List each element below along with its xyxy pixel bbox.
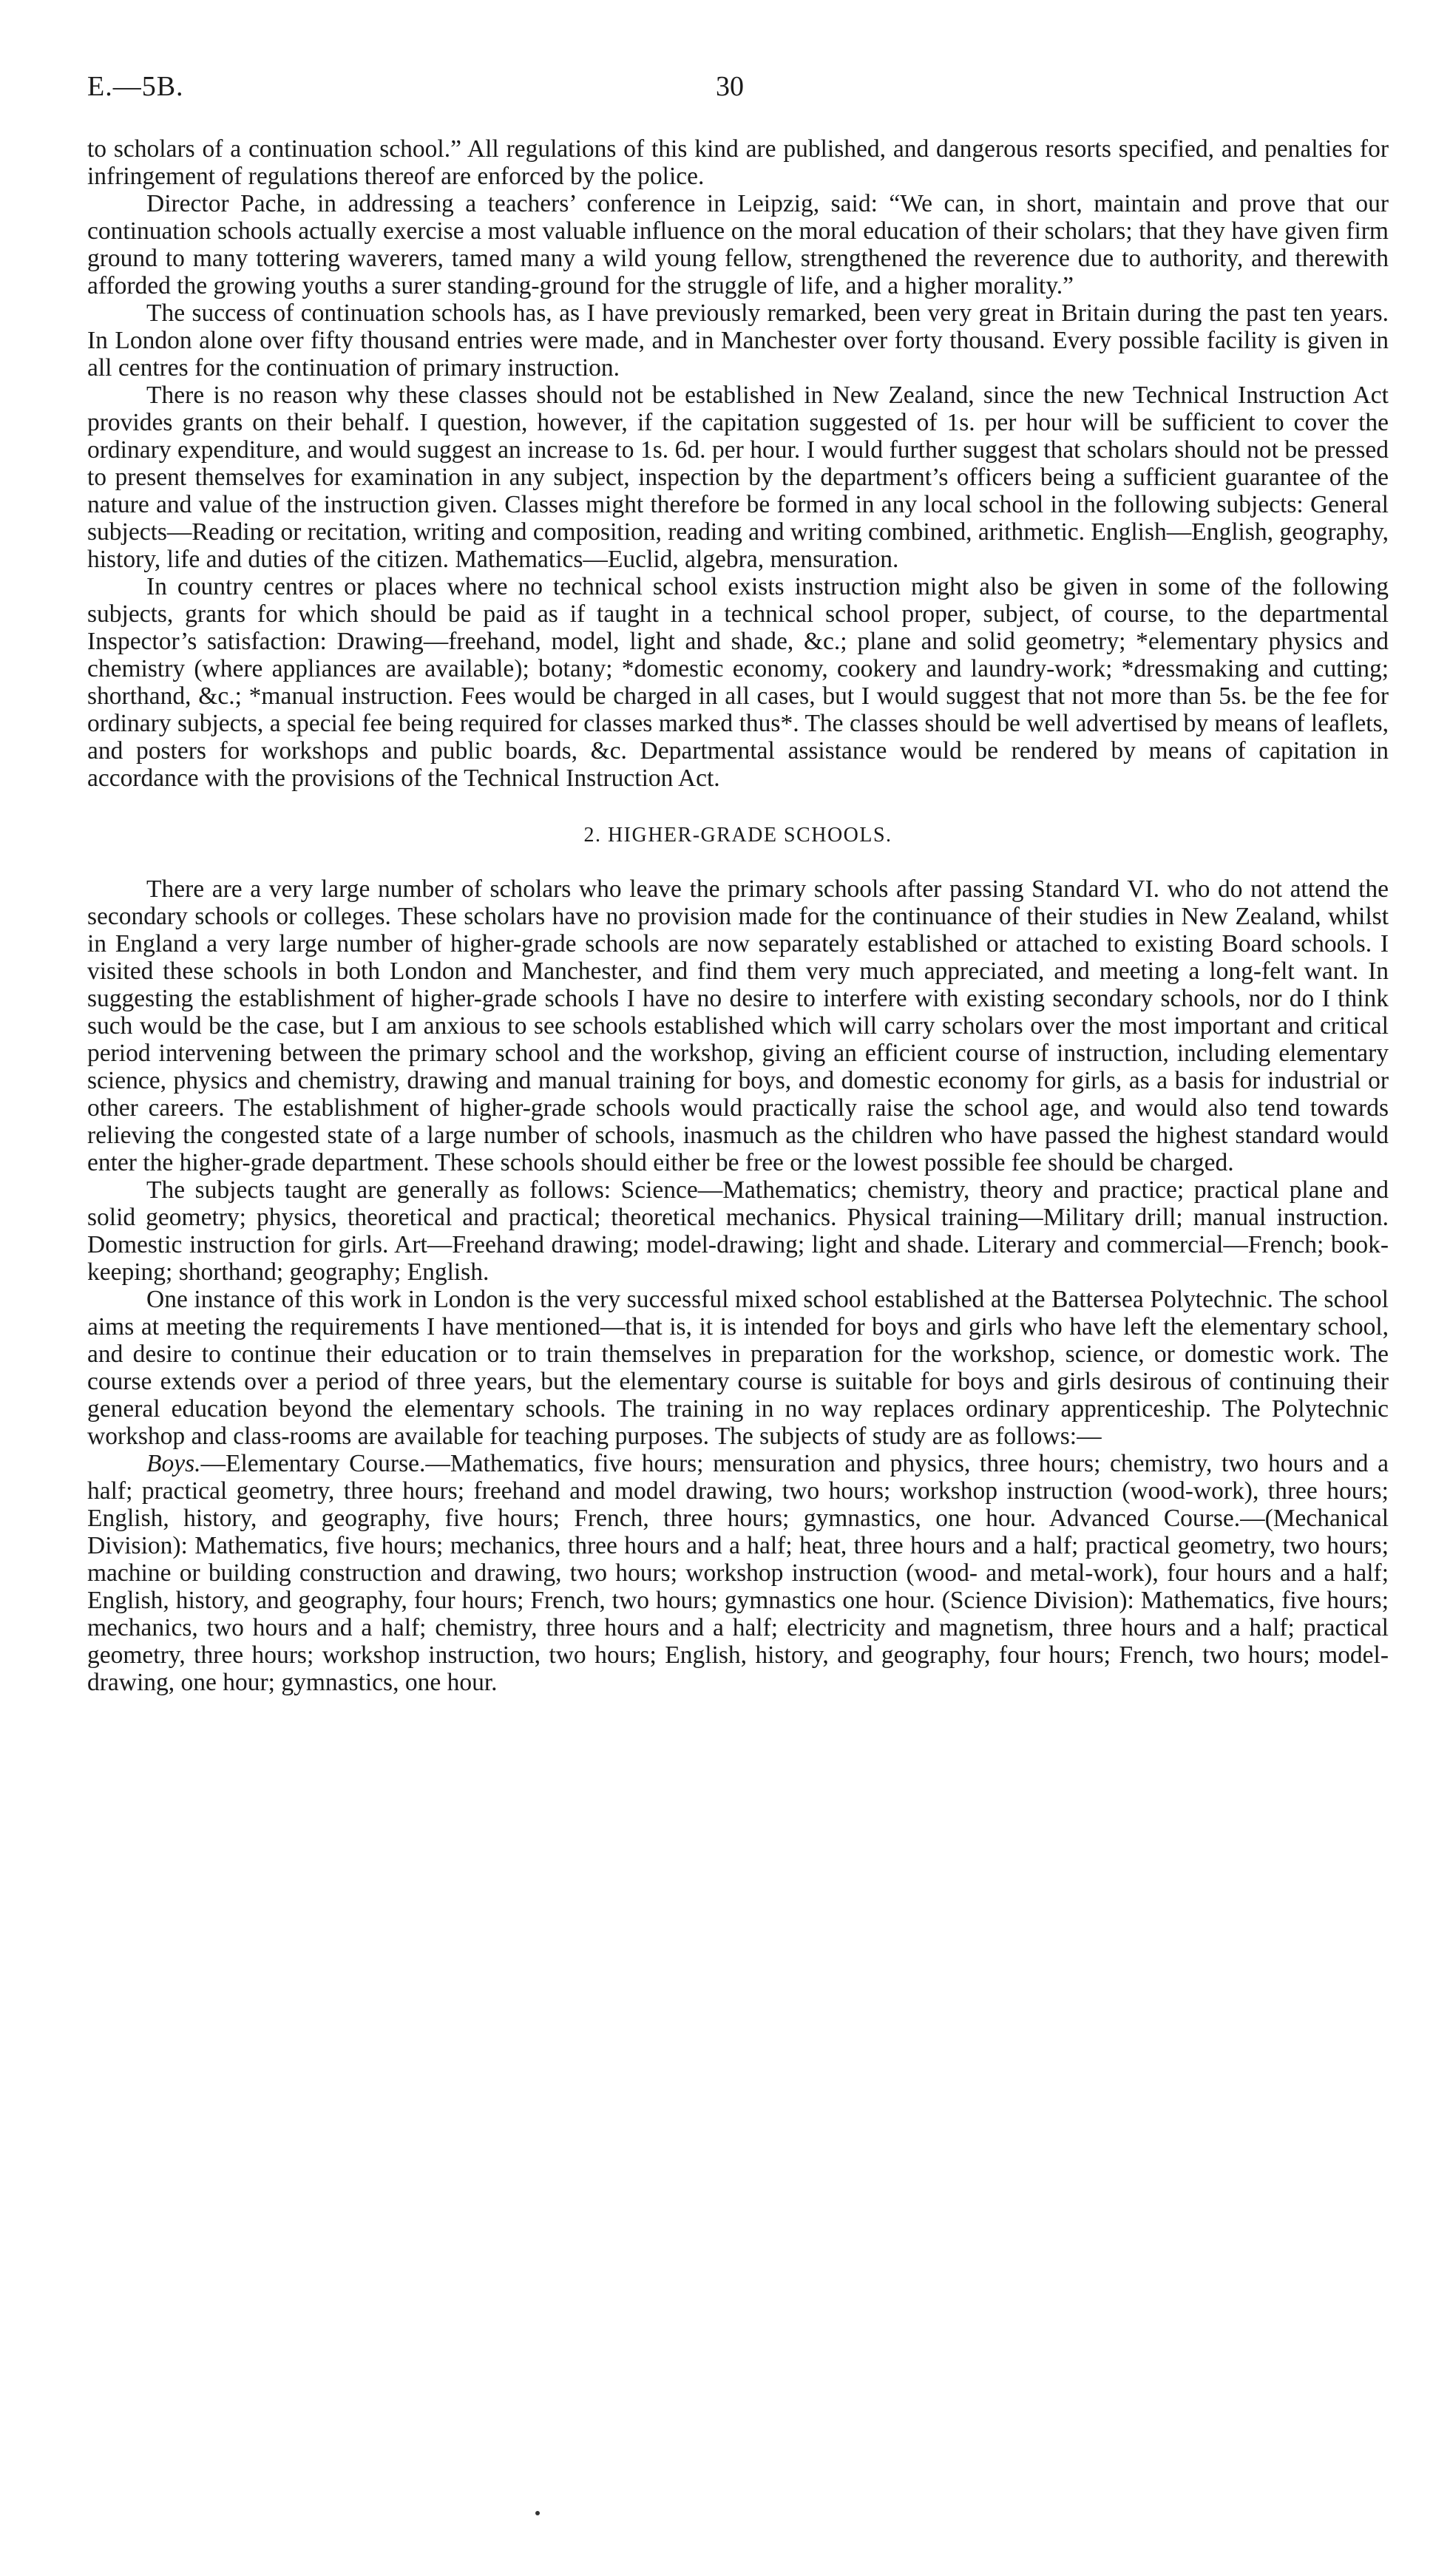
section-heading: 2. HIGHER-GRADE SCHOOLS. — [583, 824, 892, 847]
boys-lead: Boys. — [146, 1450, 201, 1477]
paragraph-higher-grade-intro: There are a very large number of scholars who leave the primary schools after passing Standard VI. who do not attend the secondary schools or colleges. These scholars have no provision made for the continuance of their studies in New Zealand, whilst in England a very large number of higher-grade schools are now separately established or attached to existing Board schools. I visited these schools in both London and Manchester, and find them very much appreciated, and meeting a long-felt want. In suggesting the establishment of higher-grade schools I have no desire to interfere with existing secondary schools, nor do I think such would be the case, but I am anxious to see schools established which will carry scholars over the most important and critical period intervening between the primary school and the workshop, giving an efficient course of instruction, including elementary science, physics and chemistry, drawing and manual training for boys, and domestic economy for girls, as a basis for industrial or other careers. The establishment of higher-grade schools would practically raise the school age, and would also tend towards relieving the congested state of a large number of schools, inasmuch as the children who have passed the highest standard would enter the higher-grade department. These schools should either be free or the lowest possible fee should be charged. — [87, 875, 1389, 1176]
paragraph-country-centres: In country centres or places where no technical school exists instruction might also be given in some of the following subjects, grants for which should be paid as if taught in a technical school proper, subject, of course, to the departmental Inspector’s satisfaction: Drawing—freehand, model, light and shade, &c.; plane and solid geometry; *elementary physics and chemistry (where appliances are available); botany; *domestic economy, cookery and laundry-work; *dressmaking and cutting; shorthand, &c.; *manual instruction. Fees would be charged in all cases, but I would suggest that not more than 5s. be the fee for ordinary subjects, a special fee being required for classes marked thus*. The classes should be well advertised by means of leaflets, and posters for workshops and public boards, &c. Departmental assistance would be rendered by means of capitation in accordance with the provisions of the Technical Instruction Act. — [87, 573, 1389, 792]
paragraph-battersea-polytechnic: One instance of this work in London is the very successful mixed school established at the Battersea Polytechnic. The school aims at meeting the requirements I have mentioned—that is, it is intended for boys and girls who have left the elementary school, and desire to continue their education or to train themselves in preparation for the workshop, science, or domestic work. The course extends over a period of three years, but the elementary course is suitable for boys and girls desirous of continuing their general education beyond the elementary schools. The training in no way replaces ordinary apprenticeship. The Polytechnic workshop and class-rooms are available for teaching purposes. The subjects of study are as follows:— — [87, 1286, 1389, 1450]
footer-dot — [535, 2511, 540, 2515]
document-page — [87, 70, 1389, 1696]
paragraph-continued: to scholars of a continuation school.” All regulations of this kind are published, and dangerous resorts specified, and penalties for infringement of regulations thereof are enforced by the police. — [87, 135, 1389, 190]
page-header — [87, 70, 1389, 115]
paragraph-continuation-success: The success of continuation schools has, as I have previously remarked, been very great in Britain during the past ten years. In London alone over fifty thousand entries were made, and in Manchester over forty thousand. Every possible facility is given in all centres for the continuation of primary instruction. — [87, 299, 1389, 382]
paragraph-subjects-taught: The subjects taught are generally as follows: Science—Mathematics; chemistry, theory and practice; practical plane and solid geometry; physics, theoretical and practical; theoretical mechanics. Physical training—Military drill; manual instruction. Domestic instruction for girls. Art—Freehand drawing; model-drawing; light and shade. Literary and commercial—French; book-keeping; shorthand; geography; English. — [87, 1176, 1389, 1286]
paragraph-boys-courses — [87, 1450, 1389, 1696]
paragraph-pache-quote: Director Pache, in addressing a teachers’ conference in Leipzig, said: “We can, in short, maintain and prove that our continuation schools actually exercise a most valuable influence on the moral education of their scholars; that they have given firm ground to many tottering waverers, tamed many a wild young fellow, strengthened the reverence due to authority, and therewith afforded the growing youths a surer standing-ground for the struggle of life, and a higher morality.” — [87, 190, 1389, 299]
paragraph-new-zealand-classes: There is no reason why these classes should not be established in New Zealand, since the new Technical Instruction Act provides grants on their behalf. I question, however, if the capitation suggested of 1s. per hour will be sufficient to cover the ordinary expenditure, and would suggest an increase to 1s. 6d. per hour. I would further suggest that scholars should not be pressed to present themselves for examination in any subject, inspection by the department’s officers being a sufficient guarantee of the nature and value of the instruction given. Classes might therefore be formed in any local school in the following subjects: General subjects—Reading or recitation, writing and composition, reading and writing combined, arithmetic. English—English, geography, history, life and duties of the citizen. Mathematics—Euclid, algebra, mensuration. — [87, 382, 1389, 573]
document-reference: E.—5B. — [87, 71, 184, 102]
document-body — [87, 135, 1389, 1696]
boys-course-text: —Elementary Course.—Mathematics, five hours; mensuration and physics, three hours; chemistry, two hours and a half; practical geometry, three hours; freehand and model drawing, two hours; workshop instruction (wood-work), three hours; English, history, and geography, five hours; French, three hours; gymnastics, one hour. Advanced Course.—(Mechanical Division): Mathematics, five hours; mechanics, three hours and a half; heat, three hours and a half; practical geometry, two hours; machine or building construction and drawing, two hours; workshop instruction (wood- and metal-work), four hours and a half; English, history, and geography, four hours; French, two hours; gymnastics one hour. (Science Division): Mathematics, five hours; mechanics, two hours and a half; chemistry, three hours and a half; electricity and magnetism, three hours and a half; practical geometry, three hours; workshop instruction, two hours; English, history, and geography, four hours; French, two hours; model-drawing, one hour; gymnastics, one hour. — [87, 1450, 1389, 1696]
page-number: 30 — [716, 71, 744, 102]
